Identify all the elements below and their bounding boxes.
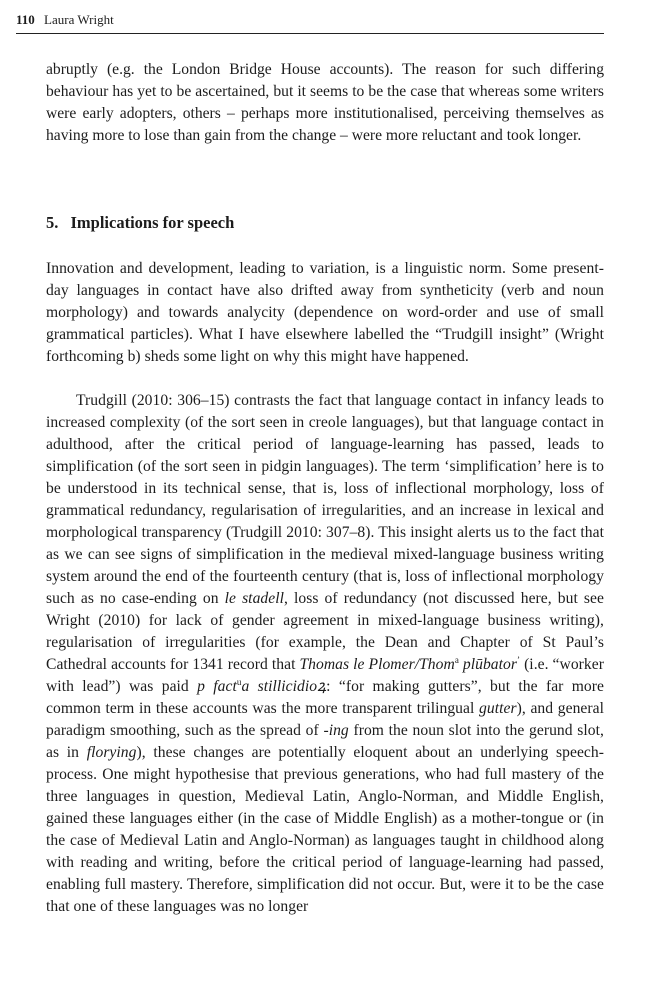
running-head-author: Laura Wright (44, 12, 114, 27)
italic-term: plūbator (458, 656, 517, 673)
paragraph-continuation: abruptly (e.g. the London Bridge House accounts). The reason for such differing behaviour has yet to be ascertained, but it seems to be the case that whereas some writers were early adopters, others – perhaps more institutionalised, perceiving themselves as having more to lose than gain from the change – were more reluctant and took longer. (46, 61, 604, 144)
italic-term: florying (86, 744, 137, 761)
italic-term: le stadell (224, 590, 284, 607)
paragraph-trudgill (46, 390, 604, 918)
superscript-abbrev: ’ (517, 655, 521, 665)
italic-term: -ing (323, 722, 349, 739)
italic-term: a stillicidioꝝ (241, 678, 327, 695)
text-run: , loss of redundancy (not discussed here, but see Wright (2010) for lack of gender agreement in mixed-language business writing), regularisation of irregularities (for example, the Dean and Chapter of St Paul’s Cathedral accounts for 1341 record that (46, 590, 604, 673)
paragraph-innovation: Innovation and development, leading to variation, is a linguistic norm. Some present-day languages in contact have also drifted away from syntheticity (verb and noun morphology) and towards analycity (dependence on word-order and use of small grammatical particles). What I have elsewhere labelled the “Trudgill insight” (Wright forthcoming b) sheds some light on why this might have happened. (46, 260, 604, 365)
section-title: Implications for speech (70, 213, 235, 232)
text-run: ), and general paradigm smoothing, such as the spread of (46, 700, 604, 739)
text-run: Trudgill (2010: 306–15) contrasts the fact that language contact in infancy leads to increased complexity (of the sort seen in creole languages), but that language contact in adulthood, after the critical period of language-learning has passed, leads to simplification (of the sort seen in pidgin languages). The term ‘simplification’ here is to be understood in its technical sense, that is, loss of inflectional morphology, loss of grammatical redundancy, regularisation of irregularities, and an increase in lexical and morphological transparency (Trudgill 2010: 307–8). This insight alerts us to the fact that as we can see signs of simplification in the medieval mixed-language business writing system around the end of the fourteenth century (that is, loss of inflectional morphology such as no case-ending on (46, 392, 604, 607)
text-run: : “for making gutters”, but the far more common term in these accounts was the more transparent trilingual (46, 678, 604, 717)
text-run: ), these changes are potentially eloquent about an underlying speech-process. One might hypothesise that previous generations, who had full mastery of the three languages in question, Medieval Latin, Anglo-Norman, and Middle English, gained these languages either (in the case of Middle English) as a mother-tongue or (in the case of Medieval Latin and Anglo-Norman) as languages taught in childhood along with reading and writing, before the critical period of language-learning had passed, enabling full mastery. Therefore, simplification did not occur. But, were it to be the case that one of these languages was no longer (46, 744, 604, 915)
italic-term: Thomas le Plomer/Thom (299, 656, 455, 673)
page-number: 110 (16, 12, 35, 27)
running-head (16, 12, 604, 34)
superscript-abbrev: u (236, 677, 242, 687)
text-run: from the noun slot into the gerund slot, as in (46, 722, 604, 761)
section-heading (46, 212, 604, 234)
text-run: (i.e. “worker with lead”) was paid (46, 656, 604, 695)
italic-term: p fact (197, 678, 237, 695)
section-number: 5. (46, 213, 59, 232)
italic-term: gutter (479, 700, 517, 717)
superscript-abbrev: a (454, 655, 459, 665)
